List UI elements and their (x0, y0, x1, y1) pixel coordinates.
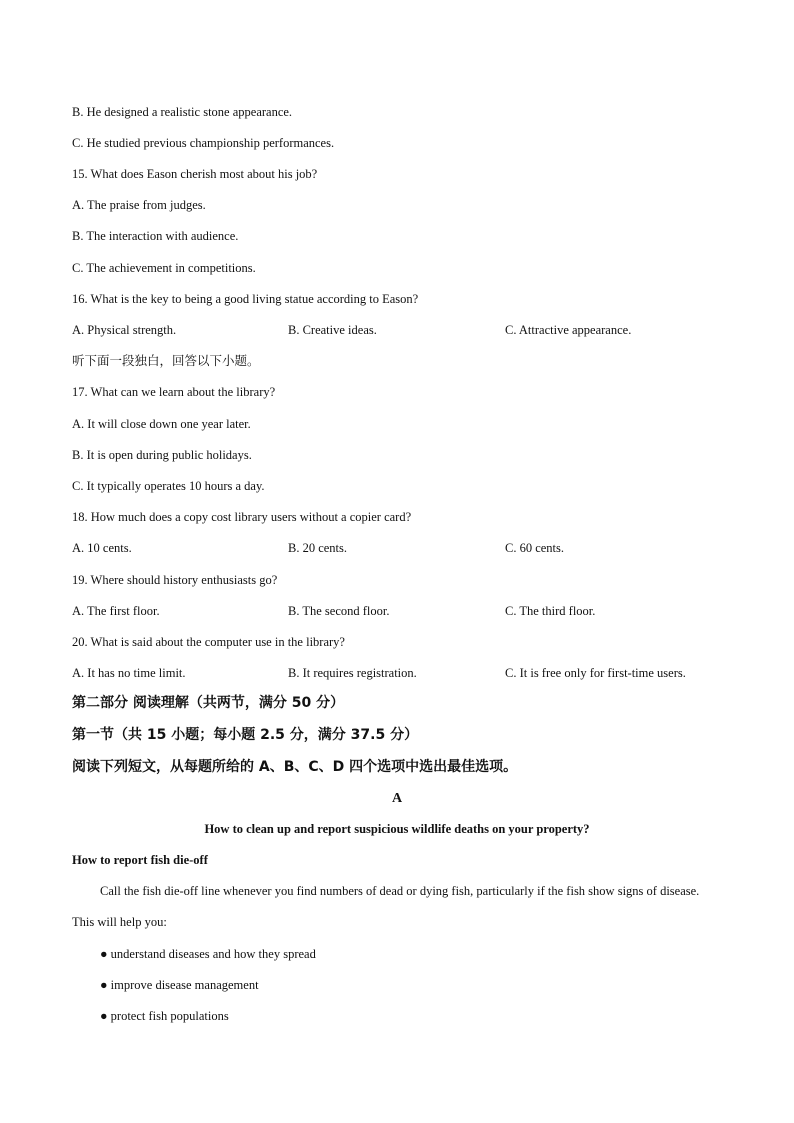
option-a: A. The first floor. (72, 604, 160, 618)
option-c: C. Attractive appearance. (505, 323, 632, 337)
option-b: B. 20 cents. (288, 541, 348, 555)
option-b: B. It requires registration. (288, 666, 417, 680)
bullet-item: ● improve disease management (100, 978, 259, 992)
question-17: 17. What can we learn about the library? (72, 385, 276, 399)
option-line: C. The achievement in competitions. (72, 261, 256, 275)
bullet-item: ● protect fish populations (100, 1009, 229, 1023)
reading-instruction: 阅读下列短文，从每题所给的 A、B、C、D 四个选项中选出最佳选项。 (72, 759, 518, 775)
question-16: 16. What is the key to being a good living statue according to Eason? (72, 292, 419, 306)
passage-title: How to clean up and report suspicious wildlife deaths on your property? (204, 822, 590, 836)
question-15: 15. What does Eason cherish most about his job? (72, 167, 318, 181)
option-c: C. It is free only for first-time users. (505, 666, 686, 680)
question-20: 20. What is said about the computer use in the library? (72, 635, 345, 649)
option-line: A. It will close down one year later. (72, 417, 251, 431)
option-b: B. Creative ideas. (288, 323, 377, 337)
option-line: C. It typically operates 10 hours a day. (72, 479, 265, 493)
option-c: C. The third floor. (505, 604, 596, 618)
option-line: A. The praise from judges. (72, 198, 206, 212)
section-one-heading: 第一节（共 15 小题；每小题 2.5 分，满分 37.5 分） (72, 727, 419, 743)
option-a: A. Physical strength. (72, 323, 177, 337)
option-c: C. 60 cents. (505, 541, 565, 555)
passage-letter: A (391, 791, 403, 806)
bullet-item: ● understand diseases and how they spread (100, 947, 316, 961)
passage-subheading: How to report fish die-off (72, 853, 208, 867)
monologue-instruction: 听下面一段独白，回答以下小题。 (72, 353, 260, 368)
option-a: A. 10 cents. (72, 541, 132, 555)
question-19: 19. Where should history enthusiasts go? (72, 573, 278, 587)
question-18: 18. How much does a copy cost library users without a copier card? (72, 510, 412, 524)
passage-paragraph: Call the fish die-off line whenever you find numbers of dead or dying fish, particularly if the fish show signs of disease. This will help you: (72, 884, 700, 929)
option-a: A. It has no time limit. (72, 666, 186, 680)
option-line: B. It is open during public holidays. (72, 448, 252, 462)
option-line: B. He designed a realistic stone appearance. (72, 105, 293, 119)
part-two-heading: 第二部分 阅读理解（共两节，满分 50 分） (72, 695, 345, 711)
option-b: B. The second floor. (288, 604, 390, 618)
option-line: C. He studied previous championship performances. (72, 136, 335, 150)
option-line: B. The interaction with audience. (72, 229, 239, 243)
